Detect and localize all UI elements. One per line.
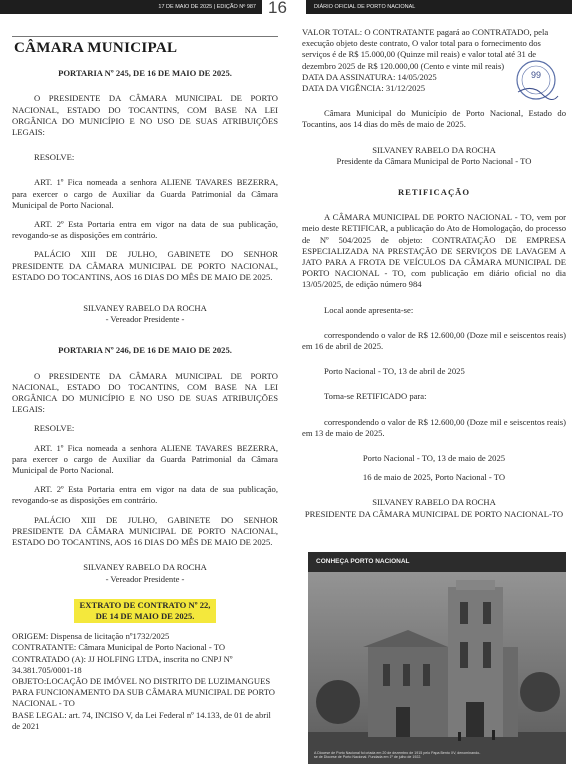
retificacao-torna: Torna-se RETIFICADO para: <box>324 391 427 402</box>
header-journal-title: DIÁRIO OFICIAL DE PORTO NACIONAL <box>306 0 572 14</box>
retificacao-old-value: correspondendo o valor de R$ 12.600,00 (Doze mil e seiscentos reais) em 16 de abril de 2025. <box>302 329 566 352</box>
retificacao-new-value: correspondendo o valor de R$ 12.600,00 (Doze mil e seiscentos reais) em 13 de maio de 2025. <box>302 416 566 438</box>
section-title: CÂMARA MUNICIPAL <box>14 40 178 56</box>
extrato-contratado: CONTRATADO (A): JJ HOLFING LTDA, inscrita no CNPJ Nº 34.381.705/0001-18 <box>12 653 233 675</box>
extrato-data-assinatura: DATA DA ASSINATURA: 14/05/2025 <box>302 71 437 82</box>
section-divider <box>12 36 278 37</box>
extrato-contratante: CONTRATANTE: Câmara Municipal de Porto Nacional - TO <box>12 642 226 653</box>
retificacao-old-date: Porto Nacional - TO, 13 de abril de 2025 <box>324 366 465 377</box>
extrato-data-vigencia: DATA DA VIGÊNCIA: 31/12/2025 <box>302 83 426 94</box>
portaria-246-title: PORTARIA Nº 246, DE 16 DE MAIO DE 2025. <box>58 345 232 356</box>
portaria-245-resolve: RESOLVE: <box>34 152 75 163</box>
portaria-246-signer: SILVANEY RABELO DA ROCHA <box>83 562 207 573</box>
page-number: 16 <box>268 0 287 17</box>
retificacao-sign-date: 16 de maio de 2025, Porto Nacional - TO <box>362 472 506 483</box>
extrato-objeto: OBJETO:LOCAÇÃO DE IMÓVEL NO DISTRITO DE LUZIMANGUES PARA FUNCIONAMENTO DA SUB CÂMARA MUNICIPAL DE PORTO NACIONAL - TO <box>12 675 275 709</box>
portaria-245-art1: ART. 1º Fica nomeada a senhora ALIENE TAVARES BEZERRA, para exercer o cargo de Auxiliar da Guarda Patrimonial da Câmara Municipal de Porto Nacional. <box>12 177 278 210</box>
portaria-245-art2: ART. 2º Esta Portaria entra em vigor na data de sua publicação, revogando-se as disposições em contrário. <box>12 219 278 241</box>
photo-caption: A Diocese de Porto Nacional foi criada em 20 de dezembro de 1915 pelo Papa Bento XV, denominando-se de Diocese de Porto Nacional. Fundada em 1º de julho de 1922. <box>314 750 481 760</box>
portaria-245-signer-role: - Vereador Presidente - <box>105 314 185 325</box>
extrato-place-date: Câmara Municipal do Município de Porto Nacional, Estado do Tocantins, aos 14 dias do mês de maio de 2025. <box>302 108 566 130</box>
extrato-signer: SILVANEY RABELO DA ROCHA <box>372 144 496 155</box>
portaria-246-art1: ART. 1º Fica nomeada a senhora ALIENE TAVARES BEZERRA, para exercer o cargo de Auxiliar da Guarda Patrimonial da Câmara Municipal de Porto Nacional. <box>12 442 278 476</box>
portaria-246-signer-role: - Vereador Presidente - <box>105 573 185 584</box>
stamp-number: 99 <box>530 70 542 80</box>
portaria-245-signer: SILVANEY RABELO DA ROCHA <box>83 303 207 314</box>
portaria-245-preamble: O PRESIDENTE DA CÂMARA MUNICIPAL DE PORTO NACIONAL, ESTADO DO TOCANTINS, COM BASE NA LEI ORGÂNICA DO MUNICÍPIO E NO USO DE SUAS ATRIBUIÇÕES LEGAIS: <box>12 93 278 138</box>
extrato-base-legal: BASE LEGAL: art. 74, INCISO V, da Lei Federal nº 14.133, de 01 de abril de 2021 <box>12 709 271 731</box>
retificacao-signer-role: PRESIDENTE DA CÂMARA MUNICIPAL DE PORTO NACIONAL-TO <box>304 508 564 519</box>
portaria-246-closing: PALÁCIO XIII DE JULHO, GABINETE DO SENHOR PRESIDENTE DA CÂMARA MUNICIPAL DE PORTO NACIONAL, ESTADO DO TOCANTINS, AOS 16 DIAS DO MÊS DE MAIO DE 2025. <box>12 514 278 548</box>
retificacao-signer: SILVANEY RABELO DA ROCHA <box>372 497 496 508</box>
retificacao-body: A CÂMARA MUNICIPAL DE PORTO NACIONAL - TO, vem por meio deste RETIFICAR, a publicação do Ato de Homologação, do processo de Nº 504/2025 de objeto: CONTRATAÇÃO DE EMPRESA ESPECIALIZADA NA PRESTAÇÃO DE SERVIÇOS DE LAVAGEM A JATO PARA A FROTA DE VEÍCULOS DA CÂMARA MUNICIPAL DE PORTO NACIONAL - TO, com publicação em diário oficial no dia 13/05/2025, de edição número 984 <box>302 212 566 290</box>
extrato-valor-total: VALOR TOTAL: O CONTRATANTE pagará ao CONTRATADO, pela execução objeto deste contrato, O valor total para o fornecimento dos serviços é de R$ 15.000,00 (Quinze mil reais) e valor total até 31 de dezembro 2025 de R$ 120.000,00 (Cento e vinte mil reais) <box>302 27 549 71</box>
retificacao-new-date: Porto Nacional - TO, 13 de maio de 2025 <box>362 453 506 464</box>
portaria-245-title: PORTARIA Nº 245, DE 16 DE MAIO DE 2025. <box>58 68 232 79</box>
cathedral-illustration <box>308 552 566 764</box>
extrato-signer-role: Presidente da Câmara Municipal de Porto Nacional - TO <box>336 155 532 166</box>
extrato-title <box>12 599 278 623</box>
portaria-246-resolve: RESOLVE: <box>34 423 75 434</box>
portaria-245-closing: PALÁCIO XIII DE JULHO, GABINETE DO SENHOR PRESIDENTE DA CÂMARA MUNICIPAL DE PORTO NACIONAL, ESTADO DO TOCANTINS, AOS 16 DIAS DO MÊS DE MAIO DE 2025. <box>12 249 278 282</box>
portaria-246-art2: ART. 2º Esta Portaria entra em vigor na data de sua publicação, revogando-se as disposições em contrário. <box>12 484 278 506</box>
extrato-title-line2: DE 14 DE MAIO DE 2025. <box>95 610 195 621</box>
retificacao-local: Local aonde apresenta-se: <box>324 304 414 315</box>
city-photo <box>308 552 566 764</box>
photo-label: CONHEÇA PORTO NACIONAL <box>316 558 410 565</box>
extrato-title-line1: EXTRATO DE CONTRATO Nº 22, <box>79 599 211 610</box>
retificacao-title: RETIFICAÇÃO <box>397 187 471 198</box>
portaria-246-preamble: O PRESIDENTE DA CÂMARA MUNICIPAL DE PORTO NACIONAL, ESTADO DO TOCANTINS, COM BASE NA LEI ORGÂNICA DO MUNICÍPIO E NO USO DE SUAS ATRIBUIÇÕES LEGAIS: <box>12 370 278 415</box>
left-column <box>12 36 278 732</box>
header-date-edition: 17 DE MAIO DE 2025 | EDIÇÃO Nº 987 <box>0 0 262 14</box>
protocol-stamp <box>512 56 560 104</box>
extrato-origem: ORIGEM: Dispensa de licitação nº1732/2025 <box>12 631 170 642</box>
